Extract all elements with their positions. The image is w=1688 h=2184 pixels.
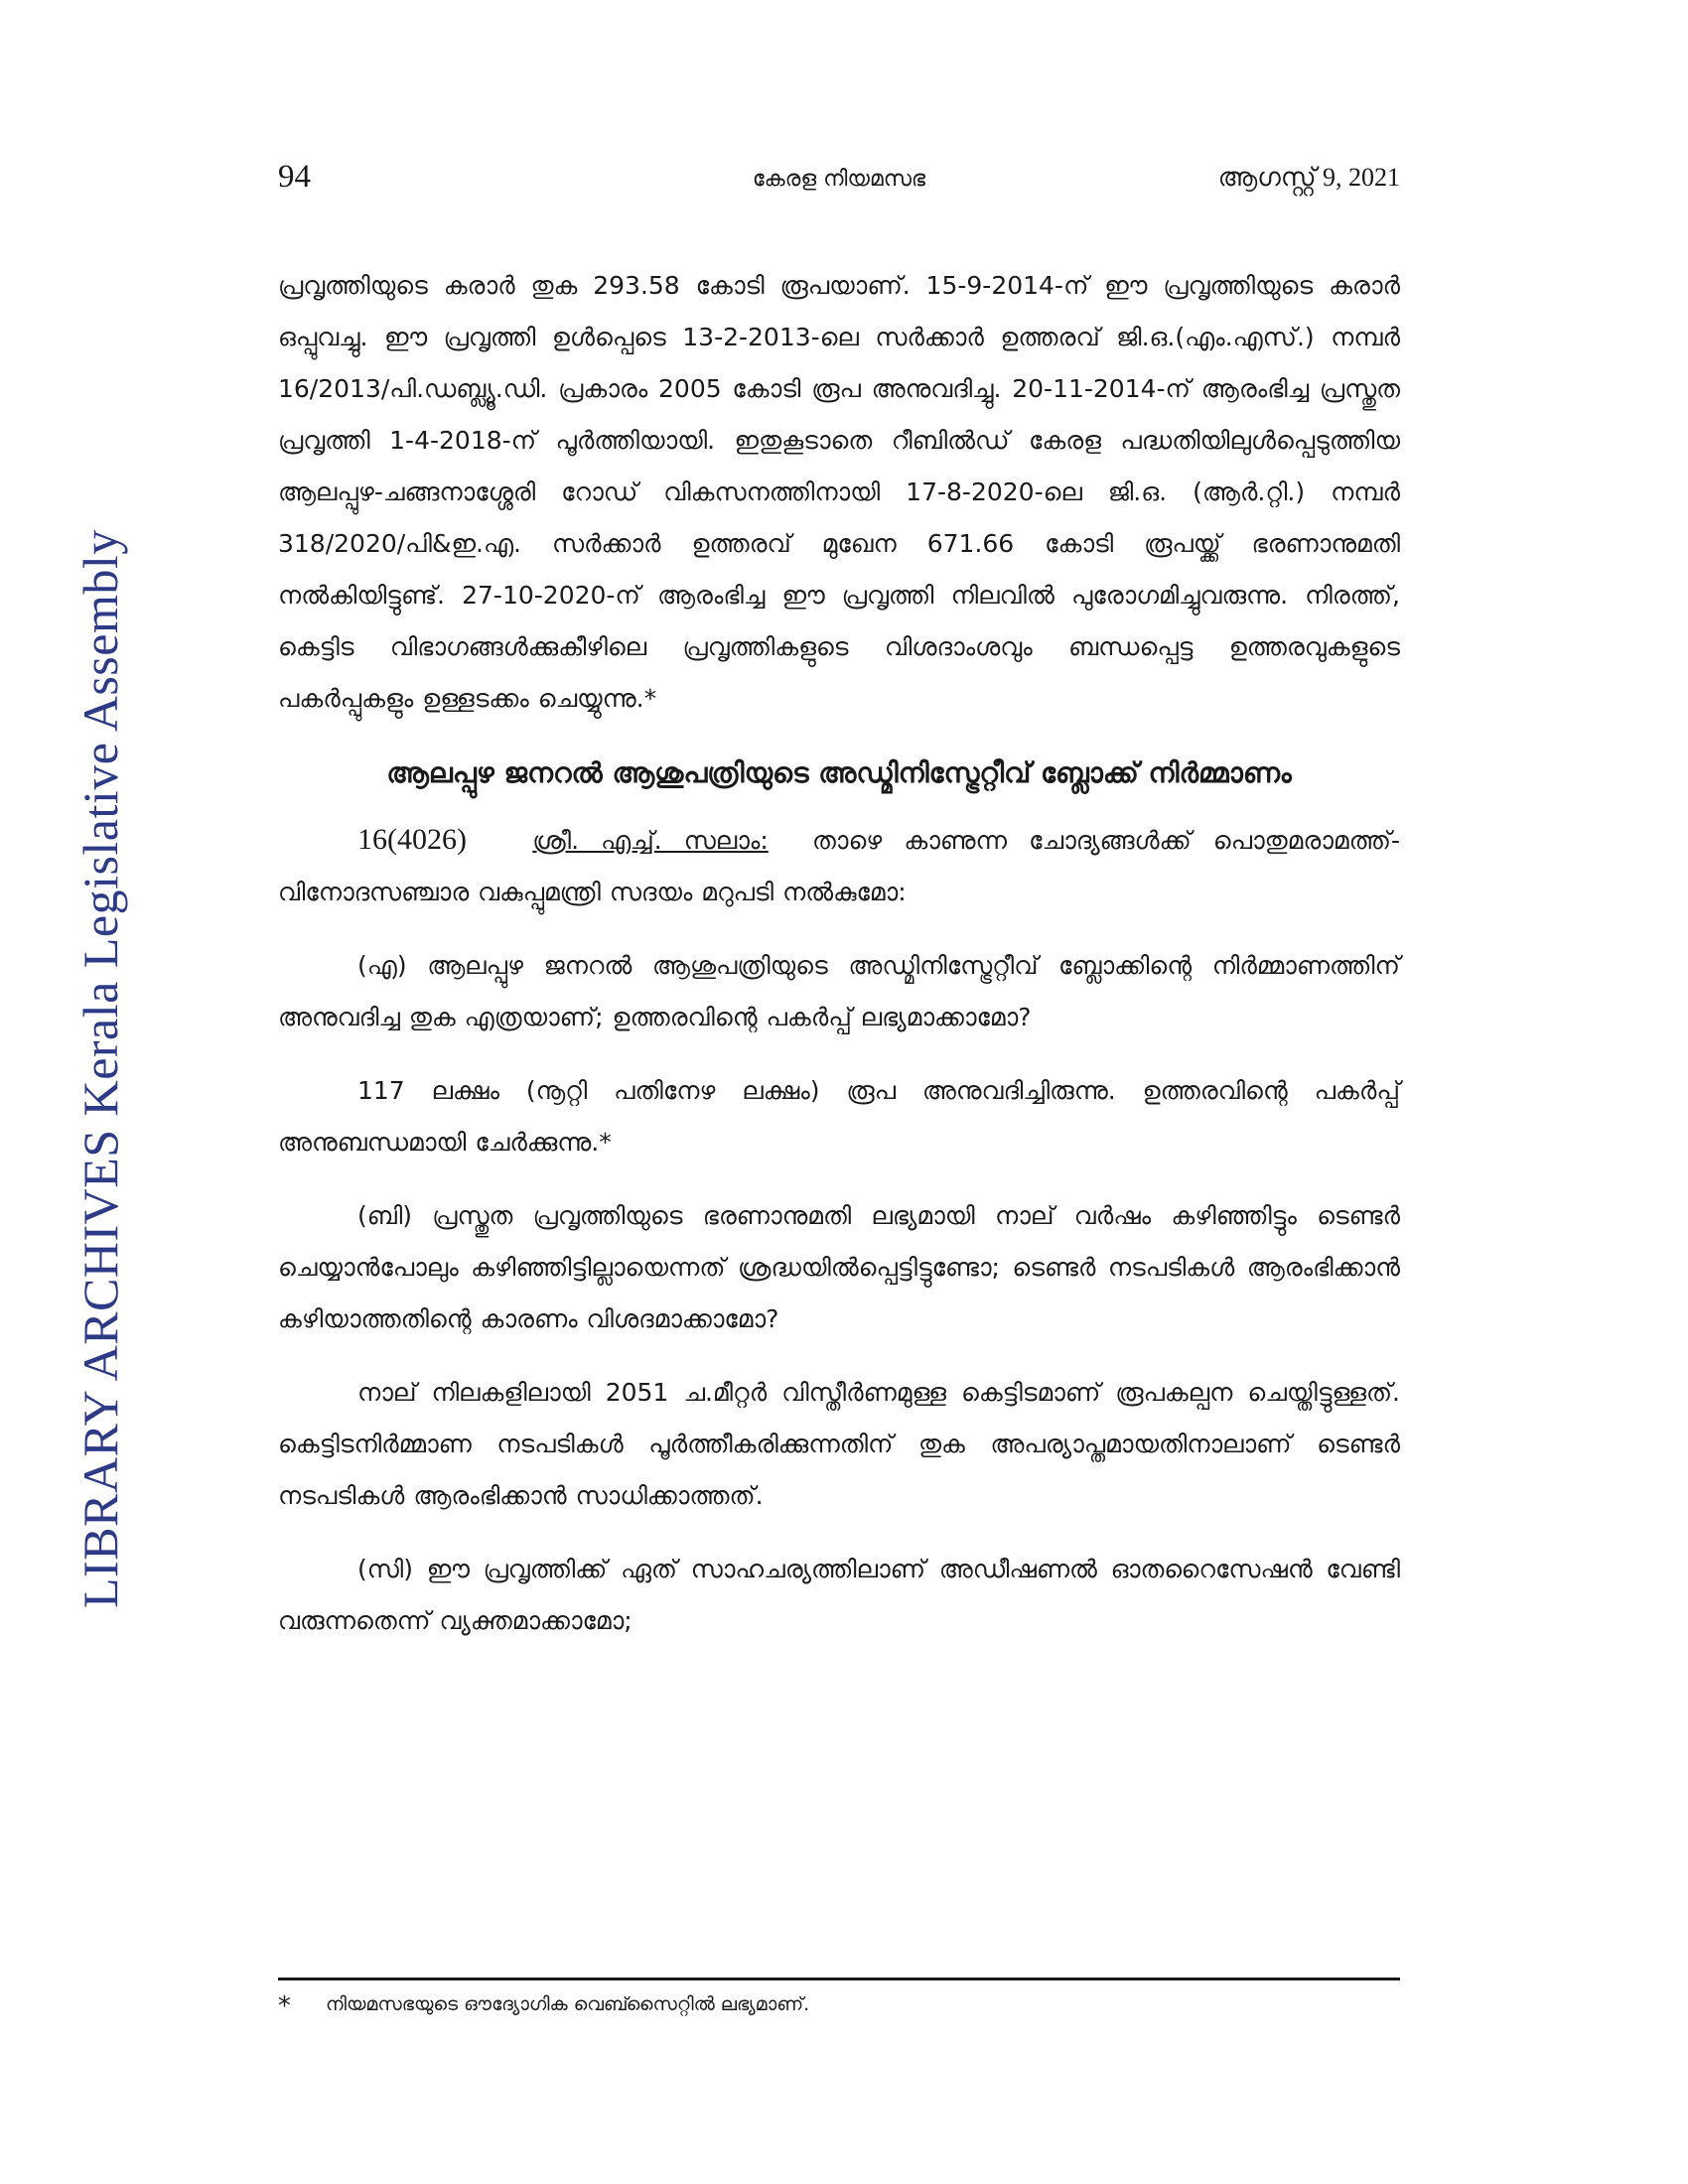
page-number: 94 bbox=[278, 159, 311, 195]
question-c: (സി) ഈ പ്രവൃത്തിക്ക് ഏത് സാഹചര്യത്തിലാണ് അഡീഷണൽ ഓതറൈസേഷൻ വേണ്ടി വരുന്നതെന്ന് വ്യക്തമാക്കാമോ; bbox=[278, 1555, 1400, 1635]
sitting-date: ആഗസ്റ്റ് 9, 2021 bbox=[1217, 163, 1400, 192]
page-header bbox=[278, 159, 1400, 199]
question-number: 16(4026) bbox=[357, 823, 467, 856]
answer-a: 117 ലക്ഷം (നൂറ്റി പതിനേഴ ലക്ഷം) രൂപ അനുവദിച്ചിരുന്നു. ഉത്തരവിന്റെ പകർപ്പ് അനുബന്ധമായി ചേർക്കുന്നു.* bbox=[278, 1076, 1400, 1157]
question-intro bbox=[278, 814, 1400, 918]
question-intro-text: താഴെ കാണുന്ന ചോദ്യങ്ങൾക്ക് പൊതുമരാമത്ത്-വിനോദസഞ്ചാര വകുപ്പുമന്ത്രി സദയം മറുപടി നൽകുമോ: bbox=[278, 826, 1401, 906]
footnote-text: നിയമസഭയുടെ ഔദ്യോഗിക വെബ്സൈറ്റിൽ ലഭ്യമാണ്. bbox=[326, 1993, 810, 2015]
footnote bbox=[278, 1991, 1400, 2021]
footnote-divider bbox=[278, 1978, 1400, 1980]
intro-paragraph: പ്രവൃത്തിയുടെ കരാർ തുക 293.58 കോടി രൂപയാണ്. 15-9-2014-ന് ഈ പ്രവൃത്തിയുടെ കരാർ ഒപ്പുവച്ചു. ഈ പ്രവൃത്തി ഉൾപ്പെടെ 13-2-2013-ലെ സർക്കാർ ഉത്തരവ് ജി.ഒ.(എം.എസ്.) നമ്പർ 16/2013/പി.ഡബ്ല്യൂ.ഡി. പ്രകാരം 2005 കോടി രൂപ അനുവദിച്ചു. 20-11-2014-ന് ആരംഭിച്ച പ്രസ്തുത പ്രവൃത്തി 1-4-2018-ന് പൂർത്തിയായി. ഇതുകൂടാതെ റീബിൽഡ് കേരള പദ്ധതിയിലുൾപ്പെടുത്തിയ ആലപ്പുഴ-ചങ്ങനാശ്ശേരി റോഡ് വികസനത്തിനായി 17-8-2020-ലെ ജി.ഒ. (ആർ.റ്റി.) നമ്പർ 318/2020/പി&ഇ.എ. സർക്കാർ ഉത്തരവ് മുഖേന 671.66 കോടി രൂപയ്ക്ക് ഭരണാനുമതി നൽകിയിട്ടുണ്ട്. 27-10-2020-ന് ആരംഭിച്ച ഈ പ്രവൃത്തി നിലവിൽ പുരോഗമിച്ചുവരുന്നു. നിരത്ത്, കെട്ടിട വിഭാഗങ്ങൾക്കുകീഴിലെ പ്രവൃത്തികളുടെ വിശദാംശവും ബന്ധപ്പെട്ട ഉത്തരവുകളുടെ പകർപ്പുകളും ഉള്ളടക്കം ചെയ്യുന്നു.* bbox=[278, 271, 1400, 713]
running-title: കേരള നിയമസഭ bbox=[752, 167, 926, 192]
question-a: (എ) ആലപ്പുഴ ജനറൽ ആശുപത്രിയുടെ അഡ്മിനിസ്ട്രേറ്റീവ് ബ്ലോക്കിന്റെ നിർമ്മാണത്തിന് അനുവദിച്ച തുക എത്രയാണ്; ഉത്തരവിന്റെ പകർപ്പ് ലഭ്യമാക്കാമോ? bbox=[278, 951, 1400, 1031]
archive-watermark: LIBRARY ARCHIVES Kerala Legislative Assembly bbox=[72, 529, 128, 1608]
question-heading: ആലപ്പുഴ ജനറൽ ആശുപത്രിയുടെ അഡ്മിനിസ്ട്രേറ്റീവ് ബ്ലോക്ക് നിർമ്മാണം bbox=[386, 756, 1292, 789]
answer-b: നാല് നിലകളിലായി 2051 ച.മീറ്റർ വിസ്തീർണമുള്ള കെട്ടിടമാണ് രൂപകല്പന ചെയ്തിട്ടുള്ളത്. കെട്ടിടനിർമ്മാണ നടപടികൾ പൂർത്തീകരിക്കുന്നതിന് തുക അപര്യാപ്തമായതിനാലാണ് ടെണ്ടർ നടപടികൾ ആരംഭിക്കാൻ സാധിക്കാത്തത്. bbox=[278, 1378, 1400, 1510]
page-content bbox=[278, 260, 1400, 1647]
member-name: ശ്രീ. എച്ച്. സലാം: bbox=[532, 826, 769, 855]
footnote-asterisk: * bbox=[278, 1991, 291, 2021]
question-b: (ബി) പ്രസ്തുത പ്രവൃത്തിയുടെ ഭരണാനുമതി ലഭ്യമായി നാല് വർഷം കഴിഞ്ഞിട്ടും ടെണ്ടർ ചെയ്യാൻപോലും കഴിഞ്ഞിട്ടില്ലായെന്നത് ശ്രദ്ധയിൽപ്പെട്ടിട്ടുണ്ടോ; ടെണ്ടർ നടപടികൾ ആരംഭിക്കാൻ കഴിയാത്തതിന്റെ കാരണം വിശദമാക്കാമോ? bbox=[278, 1201, 1400, 1333]
